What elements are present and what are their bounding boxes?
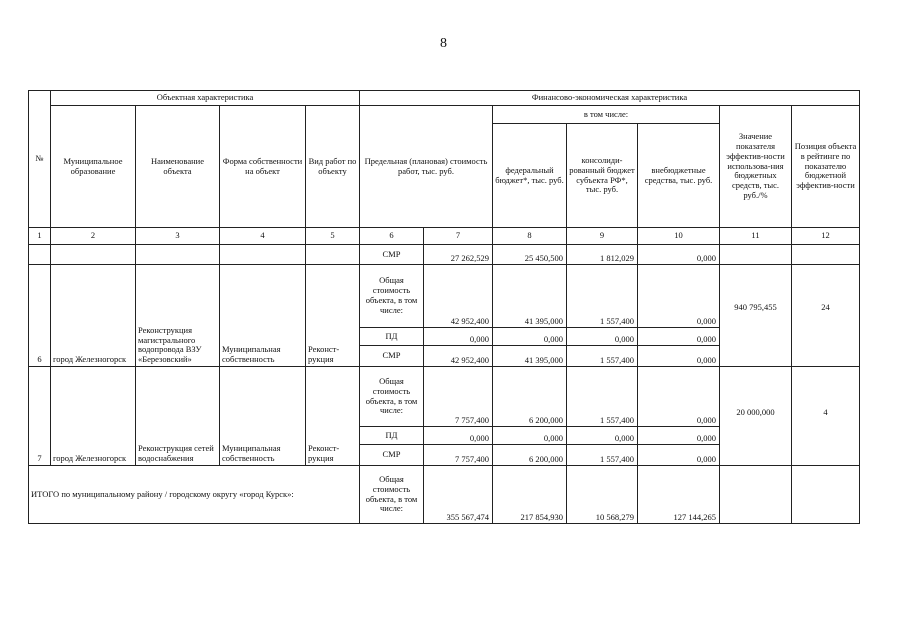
cell-total: 27 262,529 [424,245,493,265]
column-number: 5 [306,228,360,245]
object-ownership: Муниципальная собственность [220,265,306,367]
header-object-name: Наименование объекта [136,106,220,228]
cell-consolidated: 1 557,400 [567,367,638,427]
object-name: Реконструкция сетей водоснабжения [136,367,220,466]
table-row [29,265,860,328]
header-max-cost: Предельная (плановая) стоимость работ, тыс. руб. [360,106,493,228]
row-label: Общая стоимость объекта, в том числе: [360,367,424,427]
column-number: 8 [493,228,567,245]
header-no: № [29,91,51,228]
cell-consolidated: 1 557,400 [567,265,638,328]
column-number: 11 [720,228,792,245]
object-efficiency: 20 000,000 [720,367,792,466]
object-work-type: Реконст-рукция [306,265,360,367]
column-numbers-row [29,228,860,245]
column-number: 12 [792,228,860,245]
cell-federal: 41 395,000 [493,265,567,328]
cell-offbudget: 0,000 [638,427,720,445]
cell-federal: 0,000 [493,427,567,445]
row-label: Общая стоимость объекта, в том числе: [360,466,424,524]
cell-total: 0,000 [424,427,493,445]
column-number: 3 [136,228,220,245]
column-number: 4 [220,228,306,245]
cell-offbudget: 0,000 [638,445,720,466]
header-municipality: Муниципальное образование [51,106,136,228]
cell-total: 42 952,400 [424,265,493,328]
cell-total: 42 952,400 [424,346,493,367]
header-efficiency: Значение показателя эффектив-ности использова-ния бюджетных средств, тыс. руб./% [720,106,792,228]
cell-total: 7 757,400 [424,445,493,466]
column-number: 6 [360,228,424,245]
object-municipality: город Железногорск [51,367,136,466]
table-row [29,245,860,265]
column-number: 2 [51,228,136,245]
object-municipality: город Железногорск [51,265,136,367]
total-cell-total: 355 567,474 [424,466,493,524]
page-number: 8 [440,36,447,51]
cell-offbudget: 0,000 [638,328,720,346]
cell-consolidated: 1 557,400 [567,445,638,466]
column-number: 1 [29,228,51,245]
header-object-group: Объектная характеристика [51,91,360,106]
total-cell-federal: 217 854,930 [493,466,567,524]
cell-federal: 25 450,500 [493,245,567,265]
row-label: СМР [360,445,424,466]
object-ownership: Муниципальная собственность [220,367,306,466]
row-label: СМР [360,245,424,265]
total-row [29,466,860,524]
object-rank: 4 [792,367,860,466]
cell-offbudget: 0,000 [638,367,720,427]
row-label: ПД [360,328,424,346]
header-federal: федеральный бюджет*, тыс. руб. [493,124,567,228]
object-efficiency: 940 795,455 [720,265,792,367]
cell-total: 0,000 [424,328,493,346]
row-label: ПД [360,427,424,445]
cell-total: 7 757,400 [424,367,493,427]
cell-consolidated: 1 557,400 [567,346,638,367]
cell-federal: 0,000 [493,328,567,346]
header-financial-group: Финансово-экономическая характеристика [360,91,860,106]
cell-consolidated: 0,000 [567,328,638,346]
header-including: в том числе: [493,106,720,124]
column-number: 7 [424,228,493,245]
total-label: ИТОГО по муниципальному району / городскому округу «город Курск»: [29,466,360,524]
cell-offbudget: 0,000 [638,346,720,367]
row-label: СМР [360,346,424,367]
column-number: 9 [567,228,638,245]
cell-federal: 6 200,000 [493,445,567,466]
object-name: Реконструкция магистрального водопровода ВЗУ «Березовский» [136,265,220,367]
total-cell-offbudget: 127 144,265 [638,466,720,524]
table-row [29,367,860,427]
header-offbudget: внебюджетные средства, тыс. руб. [638,124,720,228]
cell-federal: 6 200,000 [493,367,567,427]
object-work-type: Реконст-рукция [306,367,360,466]
object-no: 6 [29,265,51,367]
cell-offbudget: 0,000 [638,265,720,328]
object-rank: 24 [792,265,860,367]
header-rank: Позиция объекта в рейтинге по показателю бюджетной эффектив-ности [792,106,860,228]
cell-federal: 41 395,000 [493,346,567,367]
header-work-type: Вид работ по объекту [306,106,360,228]
column-number: 10 [638,228,720,245]
financial-table [28,90,860,524]
total-cell-consolidated: 10 568,279 [567,466,638,524]
cell-consolidated: 0,000 [567,427,638,445]
row-label: Общая стоимость объекта, в том числе: [360,265,424,328]
header-ownership: Форма собственности на объект [220,106,306,228]
cell-offbudget: 0,000 [638,245,720,265]
object-no: 7 [29,367,51,466]
header-consolidated: консолиди-рованный бюджет субъекта РФ*, тыс. руб. [567,124,638,228]
cell-consolidated: 1 812,029 [567,245,638,265]
